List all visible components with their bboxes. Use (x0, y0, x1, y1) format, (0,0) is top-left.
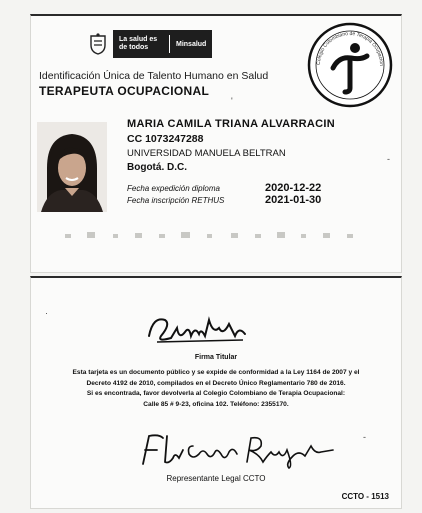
government-logo (89, 30, 212, 58)
legal-notice (61, 368, 371, 410)
holder-university: UNIVERSIDAD MANUELA BELTRAN (127, 148, 286, 159)
security-pattern (61, 228, 371, 244)
scan-speck: - (363, 432, 366, 442)
card-subtitle: Identificación Única de Talento Humano en Salud (39, 70, 269, 82)
ccto-seal-logo (307, 22, 393, 108)
holder-signature (143, 306, 253, 350)
scan-speck: ' (231, 96, 233, 106)
legal-line: Si es encontrada, favor devolverla al Colegio Colombiano de Terapia Ocupacional: (86, 390, 346, 397)
holder-id-number: CC 1073247288 (127, 133, 204, 145)
seal-text: Colegio Colombiano de Terapia Ocupacion (315, 30, 385, 67)
card-code: CCTO - 1513 (341, 492, 389, 501)
profession-title: TERAPEUTA OCUPACIONAL (39, 84, 210, 98)
portrait-image (37, 122, 107, 212)
legal-line: Calle 85 # 9-23, oficina 102. Teléfono: 2355170. (143, 400, 289, 408)
scan-speck: · (45, 308, 48, 318)
legal-line: Esta tarjeta es un documento público y se expide de conformidad a la Ley 1164 de 2007 y el (72, 369, 360, 376)
holder-signature-label: Firma Titular (194, 354, 238, 361)
gov-logo-line1: La salud es de todos (119, 36, 158, 51)
representative-signature (137, 428, 337, 472)
minsalud-badge (113, 30, 212, 58)
representative-label: Representante Legal CCTO (166, 474, 266, 483)
profile-photo (37, 122, 107, 212)
card-front (30, 14, 402, 273)
gov-logo-divider (169, 35, 170, 53)
diploma-date-value: 2020-12-22 (265, 182, 322, 194)
holder-city: Bogotá. D.C. (127, 162, 187, 173)
card-back (30, 276, 402, 509)
scan-speck: - (387, 154, 390, 164)
rethus-date-label: Fecha inscripción RETHUS (127, 196, 225, 205)
diploma-date-label: Fecha expedición diploma (127, 184, 220, 193)
coat-of-arms-icon (89, 33, 107, 55)
holder-name: MARIA CAMILA TRIANA ALVARRACIN (127, 118, 335, 130)
gov-logo-line2: Minsalud (176, 40, 207, 48)
rethus-date-value: 2021-01-30 (265, 194, 322, 206)
legal-line: Decreto 4192 de 2010, compilados en el Decreto Único Reglamentario 780 de 2016. (86, 379, 346, 387)
